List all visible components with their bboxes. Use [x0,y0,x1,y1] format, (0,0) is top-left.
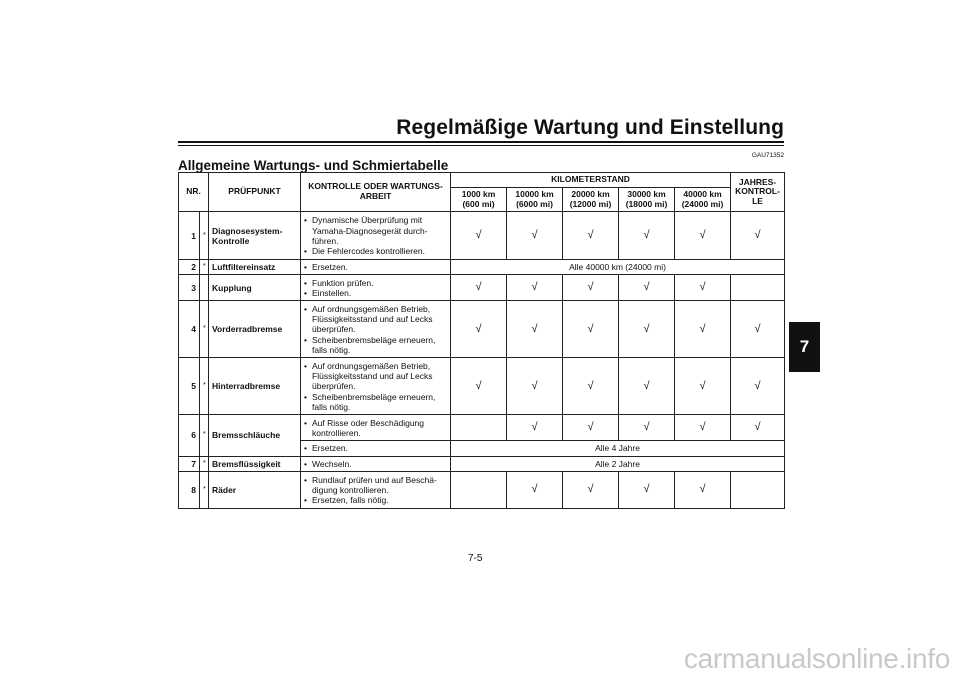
mi-value: (600 mi) [462,198,495,209]
check-mark: √ [507,471,563,508]
action-item: • Rundlauf prüfen und auf Beschä-digung kontrollieren. [304,475,447,495]
header-jahres-kontrolle: JAHRES-KONTROL-LE [731,173,785,212]
check-item: Kupplung [209,275,301,301]
mi-value: (6000 mi) [516,198,553,209]
table-row [179,471,785,508]
action-item: • Ersetzen. [304,262,447,272]
check-mark: √ [451,275,507,301]
action-cell [301,358,451,415]
empty-cell [731,471,785,508]
table-row [179,212,785,260]
header-kilometerstand: KILOMETERSTAND [451,173,731,188]
check-mark: √ [731,415,785,441]
km-value: 40000 km [683,188,722,199]
table-row [179,358,785,415]
star-marker: * [200,301,209,358]
star-marker: * [200,471,209,508]
page-number: 7-5 [468,553,483,564]
header-km-5 [675,187,731,212]
check-mark: √ [507,415,563,441]
check-mark: √ [731,301,785,358]
header-kontrolle: KONTROLLE ODER WARTUNGS-ARBEIT [301,173,451,212]
check-mark: √ [619,212,675,260]
check-mark: √ [675,415,731,441]
check-item: Bremsschläuche [209,415,301,456]
action-cell [301,301,451,358]
check-mark: √ [451,212,507,260]
row-number: 3 [179,275,200,301]
mi-value: (12000 mi) [569,198,612,209]
check-item: Luftfiltereinsatz [209,260,301,275]
action-item: • Die Fehlercodes kontrollieren. [304,246,447,256]
action-item: • Dynamische Überprüfung mit Yamaha-Diagnosegerät durch-führen. [304,215,447,246]
check-mark: √ [451,358,507,415]
check-mark: √ [563,275,619,301]
action-item: • Auf ordnungsgemäßen Betrieb, Flüssigkeitsstand und auf Lecks überprüfen. [304,361,447,392]
action-item: • Ersetzen. [304,443,447,453]
header-nr: NR. [179,173,209,212]
interval-span: Alle 4 Jahre [451,441,785,456]
km-value: 30000 km [627,188,666,199]
star-marker: * [200,260,209,275]
check-item: Vorderradbremse [209,301,301,358]
check-item: Bremsflüssigkeit [209,456,301,471]
mi-value: (18000 mi) [625,198,668,209]
check-mark: √ [619,415,675,441]
action-cell [301,471,451,508]
header-rule [178,141,784,143]
action-cell [301,441,451,456]
km-value: 10000 km [515,188,554,199]
check-mark: √ [507,275,563,301]
action-item: • Wechseln. [304,459,447,469]
row-number: 7 [179,456,200,471]
check-item: Hinterradbremse [209,358,301,415]
check-mark: √ [619,358,675,415]
check-mark: √ [563,358,619,415]
empty-cell [451,415,507,441]
star-marker: * [200,415,209,456]
action-cell [301,260,451,275]
check-mark: √ [619,471,675,508]
check-mark: √ [507,301,563,358]
empty-cell [451,471,507,508]
check-mark: √ [563,415,619,441]
check-mark: √ [731,358,785,415]
header-km-4 [619,187,675,212]
action-cell [301,275,451,301]
check-mark: √ [675,275,731,301]
action-item: • Ersetzen, falls nötig. [304,495,447,505]
table-row [179,260,785,275]
interval-span: Alle 2 Jahre [451,456,785,471]
action-item: • Auf ordnungsgemäßen Betrieb, Flüssigkeitsstand und auf Lecks überprüfen. [304,304,447,335]
check-mark: √ [731,212,785,260]
table-row [179,456,785,471]
row-number: 1 [179,212,200,260]
header-km-3 [563,187,619,212]
header-rule-thin [178,145,784,146]
check-mark: √ [507,358,563,415]
km-value: 20000 km [571,188,610,199]
check-mark: √ [675,212,731,260]
check-mark: √ [507,212,563,260]
row-number: 2 [179,260,200,275]
maintenance-table [178,172,785,509]
page-header-title: Regelmäßige Wartung und Einstellung [396,116,784,139]
action-item: • Auf Risse oder Beschädigung kontrollieren. [304,418,447,438]
section-title: Allgemeine Wartungs- und Schmiertabelle [178,158,449,173]
action-item: • Funktion prüfen. [304,278,447,288]
action-cell [301,456,451,471]
km-value: 1000 km [461,188,496,199]
action-item: • Einstellen. [304,288,447,298]
action-cell [301,212,451,260]
check-mark: √ [619,301,675,358]
action-item: • Scheibenbremsbeläge erneuern, falls nötig. [304,335,447,355]
chapter-tab: 7 [789,322,820,372]
star-marker: * [200,212,209,260]
table-row [179,301,785,358]
document-code: GAU71352 [751,152,784,159]
check-mark: √ [675,358,731,415]
header-km-1 [451,187,507,212]
check-item: Diagnosesystem-Kontrolle [209,212,301,260]
check-mark: √ [451,301,507,358]
interval-span: Alle 40000 km (24000 mi) [451,260,785,275]
header-km-2 [507,187,563,212]
mi-value: (24000 mi) [681,198,724,209]
row-number: 6 [179,415,200,456]
star-marker: * [200,456,209,471]
table-row [179,275,785,301]
row-number: 4 [179,301,200,358]
row-number: 8 [179,471,200,508]
empty-cell [731,275,785,301]
table-row [179,415,785,441]
row-number: 5 [179,358,200,415]
check-mark: √ [563,212,619,260]
star-marker [200,275,209,301]
check-mark: √ [563,301,619,358]
check-mark: √ [675,301,731,358]
action-cell [301,415,451,441]
watermark: carmanualsonline.info [683,643,950,674]
star-marker: * [200,358,209,415]
header-pruefpunkt: PRÜFPUNKT [209,173,301,212]
action-item: • Scheibenbremsbeläge erneuern, falls nötig. [304,392,447,412]
check-mark: √ [619,275,675,301]
check-mark: √ [675,471,731,508]
check-item: Räder [209,471,301,508]
check-mark: √ [563,471,619,508]
